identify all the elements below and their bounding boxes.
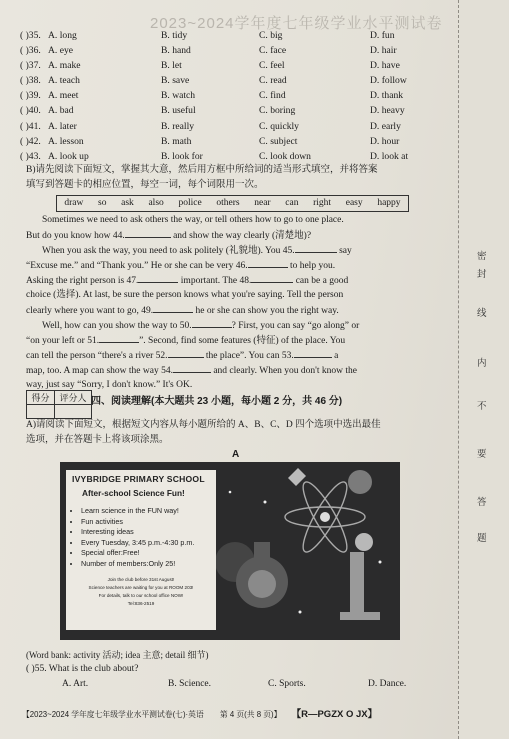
word-bank: (Word bank: activity 活动; idea 主意; detail 细节) [26,650,209,660]
option-d: D. look at [370,150,409,162]
poster-subtitle: After-school Science Fun! [82,488,185,498]
passage-line: When you ask the way, you need to ask politely (礼貌地). You 45. say [26,243,452,258]
option-row [20,90,440,105]
option-num: ( )41. [20,120,41,132]
option-row [20,30,440,45]
poster-bullet: • Interesting ideas [81,527,194,538]
option-num: ( )37. [20,60,41,72]
option-a: A. lesson [48,135,84,147]
seal-char: 题 [477,533,487,544]
option-num: ( )36. [20,45,41,57]
score-table [26,390,92,419]
option-a: A. later [48,120,77,132]
seal-char: 不 [477,401,487,412]
seal-char: 密 [477,251,487,262]
poster-small-1: Science teachers are waiting for you at ROOM 203! [88,585,194,590]
option-d: D. early [370,120,401,132]
option-d: D. follow [370,75,407,87]
section-b-instruction-2: 填写到答题卡的相应位置，每空一词，每个词限用一次。 [26,180,264,190]
q55-option-a: A. Art. [62,679,89,689]
word-box-item: can [285,198,299,208]
cloze-options [20,30,440,166]
poster-bullet: • Every Tuesday, 3:45 p.m.-4:30 p.m. [81,538,194,549]
option-c: C. subject [259,135,298,147]
option-b: B. useful [161,105,196,117]
question-55-stem: ( )55. What is the club about? [26,664,139,674]
option-c: C. big [259,30,283,41]
seal-char: 内 [477,358,487,369]
option-b: B. math [161,135,192,147]
word-box-item: so [98,198,107,208]
option-num: ( )39. [20,90,41,102]
seal-line-tab [458,0,509,739]
score-cell [27,405,55,419]
passage-line: Sometimes we need to ask others the way, or tell others how to go to one place. [42,215,344,225]
option-a: A. make [48,60,81,72]
footer-exam-title: 【2023~2024 学年度七年级学业水平测试卷(七)·英语 [22,710,204,719]
option-c: C. boring [259,105,296,117]
passage-line: Well, how can you show the way to 50. ? First, you can say “go along” or [26,318,452,333]
poster-bullet: • Fun activities [81,517,194,528]
option-b: B. tidy [161,30,188,41]
option-row [20,136,440,151]
option-row [20,45,440,60]
q55-option-b: B. Science. [168,679,212,689]
section-4-title: 四、阅读理解(本大题共 23 小题，每小题 2 分，共 46 分) [91,396,343,407]
poster-title: IVYBRIDGE PRIMARY SCHOOL [72,474,205,484]
passage-line: can tell the person “there's a river 52. the place”. You can 53. a [26,348,436,363]
passage-line: But do you know how 44. and show the way clearly (清楚地)? [26,228,436,243]
option-b: B. hand [161,45,191,57]
option-d: D. thank [370,90,404,102]
option-a: A. eye [48,45,74,57]
option-d: D. hair [370,45,397,57]
option-row [20,60,440,75]
word-box-item: near [254,198,271,208]
flask-neck [254,542,270,560]
option-c: C. quickly [259,120,299,132]
option-a: A. look up [48,150,89,162]
score-header: 得分 [27,391,55,405]
word-box-item: police [178,198,202,208]
passage-line: way, just say “Sorry, I don't know.” It's OK. [26,380,193,390]
word-box-item: easy [345,198,363,208]
footer-code: 【R—PGZX O JX】 [291,709,378,720]
seal-char: 要 [477,449,487,460]
passage-line: choice (选择). At last, be sure the person knows what you're saying. Tell the person [26,290,344,300]
poster-join: Join the club before 31st August! [107,577,175,582]
page-footer [22,706,442,720]
passage-letter: A [232,449,240,460]
option-a: A. bad [48,105,74,117]
option-row [20,105,440,120]
option-c: C. feel [259,60,285,72]
atom-nucleus [320,512,330,522]
option-c: C. read [259,75,287,87]
seal-char: 答 [477,497,487,508]
option-b: B. look for [161,150,203,162]
option-c: C. find [259,90,286,102]
option-num: ( )40. [20,105,41,117]
seal-char: 线 [477,308,487,319]
option-c: C. look down [259,150,311,162]
option-d: D. fun [370,30,395,41]
footer-page: 第 4 页(共 8 页)】 [219,710,282,719]
poster-small-2: For details, talk to our school office NOW! [98,593,184,598]
option-b: B. watch [161,90,196,102]
seal-char: 封 [477,269,487,280]
option-b: B. save [161,75,190,87]
option-a: A. teach [48,75,80,87]
grader-cell [55,405,92,419]
header-bleed-text: 2023~2024学年度七年级学业水平测试卷 [150,15,443,32]
word-box-item: draw [64,198,84,208]
option-row [20,121,440,136]
passage-line: “Excuse me.” and “Thank you.” He or she can be very 46. to help you. [26,258,436,273]
microscope-base [340,612,380,620]
option-d: D. hour [370,135,400,147]
q55-option-c: C. Sports. [268,679,306,689]
section-a-instruction-2: 选项，并在答题卡上将该项涂黑。 [26,435,169,445]
section-b-instruction-1: B)请先阅读下面短文，掌握其大意，然后用方框中所给词的适当形式填空，并将答案 [26,165,378,175]
poster-bullet: • Learn science in the FUN way! [81,506,194,517]
option-a: A. meet [48,90,79,102]
section-a-instruction-1: A)请阅读下面短文，根据短文内容从每小题所给的 A、B、C、D 四个选项中选出最佳 [26,420,381,430]
word-box-item: others [216,198,240,208]
option-d: D. have [370,60,400,72]
word-box-item: right [313,198,332,208]
word-box-item: happy [377,198,401,208]
option-num: ( )38. [20,75,41,87]
option-row [20,75,440,90]
option-num: ( )35. [20,30,41,41]
option-num: ( )43. [20,150,41,162]
poster-bullet: • Number of members:Only 25! [81,559,194,570]
passage-line: “on your left or 51. ”. Second, find some features (特征) of the place. You [26,333,436,348]
option-b: B. let [161,60,182,72]
option-b: B. really [161,120,195,132]
microscope-lens [355,533,373,551]
passage-line: map, too. A map can show the way 54. and clearly. When you don't know the [26,363,436,378]
option-num: ( )42. [20,135,41,147]
option-d: D. heavy [370,105,405,117]
grader-header: 评分人 [55,391,92,405]
brain-icon [248,570,276,598]
microscope-icon [350,552,364,612]
word-box [56,195,409,212]
poster-bullet: • Special offer:Free! [81,548,194,559]
option-c: C. face [259,45,287,57]
word-box-item: ask [121,198,134,208]
poster-bullets [71,506,194,570]
word-box-item: also [148,198,164,208]
passage-line: clearly where you want to go, 49. he or she can show you the right way. [26,303,436,318]
poster-tel: Tel:836-2519 [127,601,155,606]
passage-line: Asking the right person is 47. important. The 48. can be a good [26,273,436,288]
option-a: A. long [48,30,77,41]
poster-note-card [66,470,216,630]
q55-option-d: D. Dance. [368,679,407,689]
planet-shape [348,470,372,494]
